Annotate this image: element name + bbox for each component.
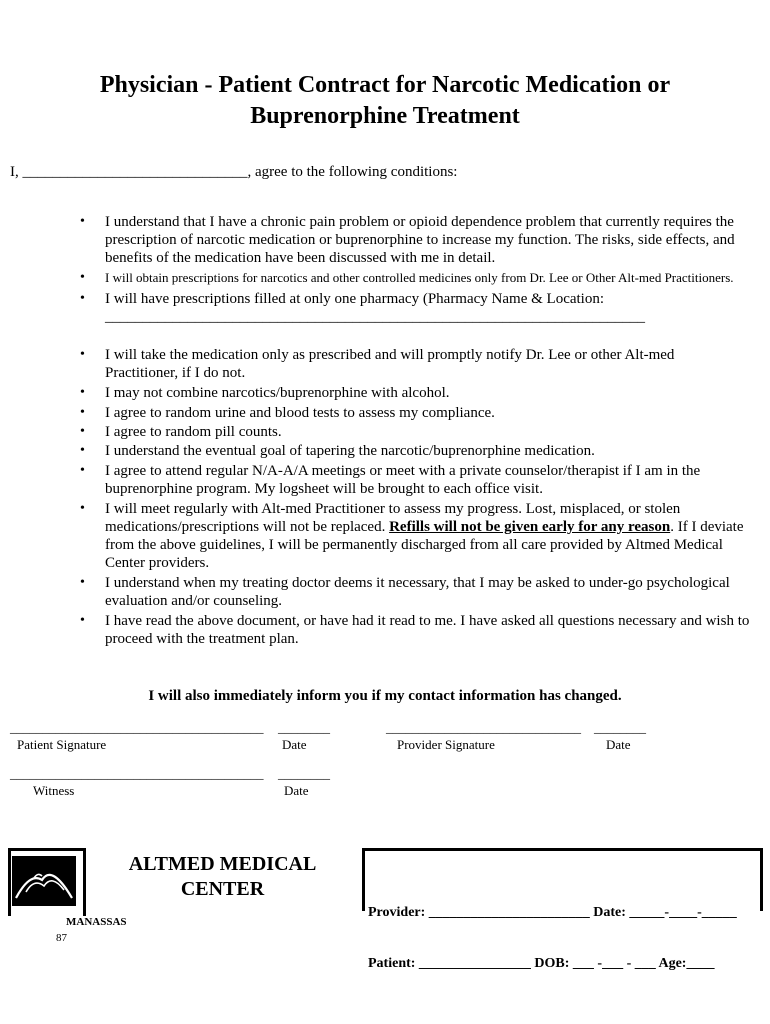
provider-signature-line[interactable]: ______________________________ <box>386 720 581 735</box>
condition-item: • I have read the above document, or have had it read to me. I have asked all questions necessary and wish to proceed with the treatment plan. <box>80 612 750 648</box>
clinic-name-line-2: CENTER <box>180 878 265 900</box>
condition-item <box>80 290 750 326</box>
clinic-name <box>110 852 335 902</box>
clinic-name-line-1: ALTMED MEDICAL <box>128 853 317 875</box>
witness-date-line[interactable]: ________ <box>278 766 330 781</box>
witness-signature-line[interactable]: _______________________________________ <box>10 766 264 781</box>
condition-item: • I agree to random urine and blood tests to assess my compliance. <box>80 404 750 422</box>
document-title <box>0 70 770 132</box>
refills-warning: Refills will not be given early for any reason <box>389 519 671 535</box>
contact-info-notice: I will also immediately inform you if my contact information has changed. <box>148 688 622 704</box>
patient-info-frame <box>362 848 763 911</box>
clinic-code: 87 <box>56 932 67 944</box>
condition-item: • I will obtain prescriptions for narcotics and other controlled medicines only from Dr. Lee or Other Alt-med Practitioners. <box>80 270 750 286</box>
condition-item: • I understand that I have a chronic pain problem or opioid dependence problem that currently requires the prescription of narcotic medication or buprenorphine to increase my function. The risks, side effects, and benefits of the medication have been discussed with me in detail. <box>80 213 750 267</box>
provider-date-field[interactable]: Provider: _______________________ Date: _____-____-_____ <box>368 905 737 920</box>
provider-signature-label: Provider Signature <box>397 737 495 752</box>
condition-item: • I may not combine narcotics/buprenorphine with alcohol. <box>80 384 750 402</box>
condition-item: • I understand when my treating doctor deems it necessary, that I may be asked to under-go psychological evaluation and/or counseling. <box>80 574 750 610</box>
condition-item <box>80 500 750 572</box>
pharmacy-text: I will have prescriptions filled at only one pharmacy (Pharmacy Name & Location: <box>105 291 605 307</box>
condition-item: • I understand the eventual goal of tapering the narcotic/buprenorphine medication. <box>80 442 750 460</box>
conditions-list <box>80 213 750 648</box>
condition-item: • I will take the medication only as prescribed and will promptly notify Dr. Lee or other Alt-med Practitioner, if I do not. <box>80 346 750 382</box>
pharmacy-blank-line: ________________________________________________________________________ <box>105 309 645 325</box>
title-line-1: Physician - Patient Contract for Narcotic Medication or <box>99 72 671 98</box>
witness-date-label: Date <box>284 783 309 798</box>
condition-item: • I agree to attend regular N/A-A/A meetings or meet with a private counselor/therapist if I am in the buprenorphine program. My logsheet will be brought to each office visit. <box>80 462 750 498</box>
clinic-location: MANASSAS <box>66 916 127 928</box>
patient-signature-line[interactable]: _______________________________________ <box>10 720 264 735</box>
title-line-2: Buprenorphine Treatment <box>250 103 520 129</box>
condition-item: • I agree to random pill counts. <box>80 423 750 441</box>
patient-signature-label: Patient Signature <box>17 737 107 752</box>
provider-date-line[interactable]: ________ <box>594 720 646 735</box>
discharge-text: . If I deviate from the above guidelines, I will be permanently discharged from all care provided by Altmed Medical Center providers. <box>105 519 744 571</box>
witness-label: Witness <box>33 783 75 798</box>
patient-date-label: Date <box>282 737 307 752</box>
provider-date-label: Date <box>606 737 631 752</box>
altmed-logo-icon <box>8 850 78 907</box>
patient-date-line[interactable]: ________ <box>278 720 330 735</box>
patient-dob-age-field[interactable]: Patient: ________________ DOB: ___ -___ - ___ Age:____ <box>368 956 715 971</box>
progress-text: I will meet regularly with Alt-med Practitioner to assess my progress. Lost, misplaced, or stolen medications/prescriptions will not be replaced. <box>105 501 681 535</box>
intro-statement: I, ______________________________, agree to the following conditions: <box>10 164 458 180</box>
